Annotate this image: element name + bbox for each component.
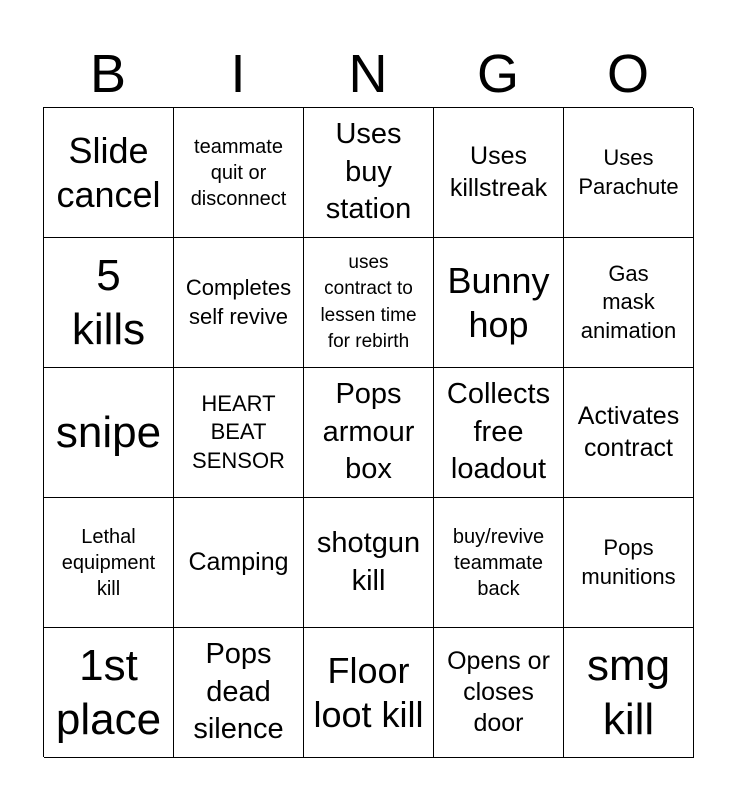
bingo-cell[interactable]: Pops armour box (304, 368, 434, 498)
bingo-cell[interactable]: Gas mask animation (564, 238, 694, 368)
bingo-cell[interactable]: Completes self revive (174, 238, 304, 368)
header-letter-o: O (606, 44, 649, 104)
bingo-cell[interactable]: teammate quit or disconnect (174, 108, 304, 238)
bingo-cell[interactable]: Uses buy station (304, 108, 434, 238)
bingo-cell[interactable]: snipe (44, 368, 174, 498)
bingo-cell[interactable]: Camping (174, 498, 304, 628)
header-letter-n: N (348, 44, 388, 104)
bingo-cell[interactable]: Bunny hop (434, 238, 564, 368)
bingo-cell[interactable]: 1st place (44, 628, 174, 758)
bingo-grid (43, 107, 693, 757)
bingo-header (43, 40, 693, 108)
bingo-cell[interactable]: Uses Parachute (564, 108, 694, 238)
bingo-cell[interactable]: Collects free loadout (434, 368, 564, 498)
bingo-cell[interactable]: Uses killstreak (434, 108, 564, 238)
bingo-cell[interactable]: Pops dead silence (174, 628, 304, 758)
bingo-cell[interactable]: shotgun kill (304, 498, 434, 628)
bingo-cell[interactable]: Floor loot kill (304, 628, 434, 758)
header-letter-g: G (476, 44, 519, 104)
bingo-cell[interactable]: Activates contract (564, 368, 694, 498)
bingo-cell[interactable]: HEART BEAT SENSOR (174, 368, 304, 498)
bingo-cell[interactable]: Opens or closes door (434, 628, 564, 758)
header-letter-i: I (230, 44, 246, 104)
bingo-cell[interactable]: Pops munitions (564, 498, 694, 628)
bingo-cell[interactable]: 5 kills (44, 238, 174, 368)
bingo-cell[interactable]: smg kill (564, 628, 694, 758)
bingo-cell[interactable]: buy/revive teammate back (434, 498, 564, 628)
bingo-cell[interactable]: Slide cancel (44, 108, 174, 238)
bingo-cell[interactable]: Lethal equipment kill (44, 498, 174, 628)
header-letter-b: B (89, 44, 127, 104)
bingo-cell[interactable]: uses contract to lessen time for rebirth (304, 238, 434, 368)
